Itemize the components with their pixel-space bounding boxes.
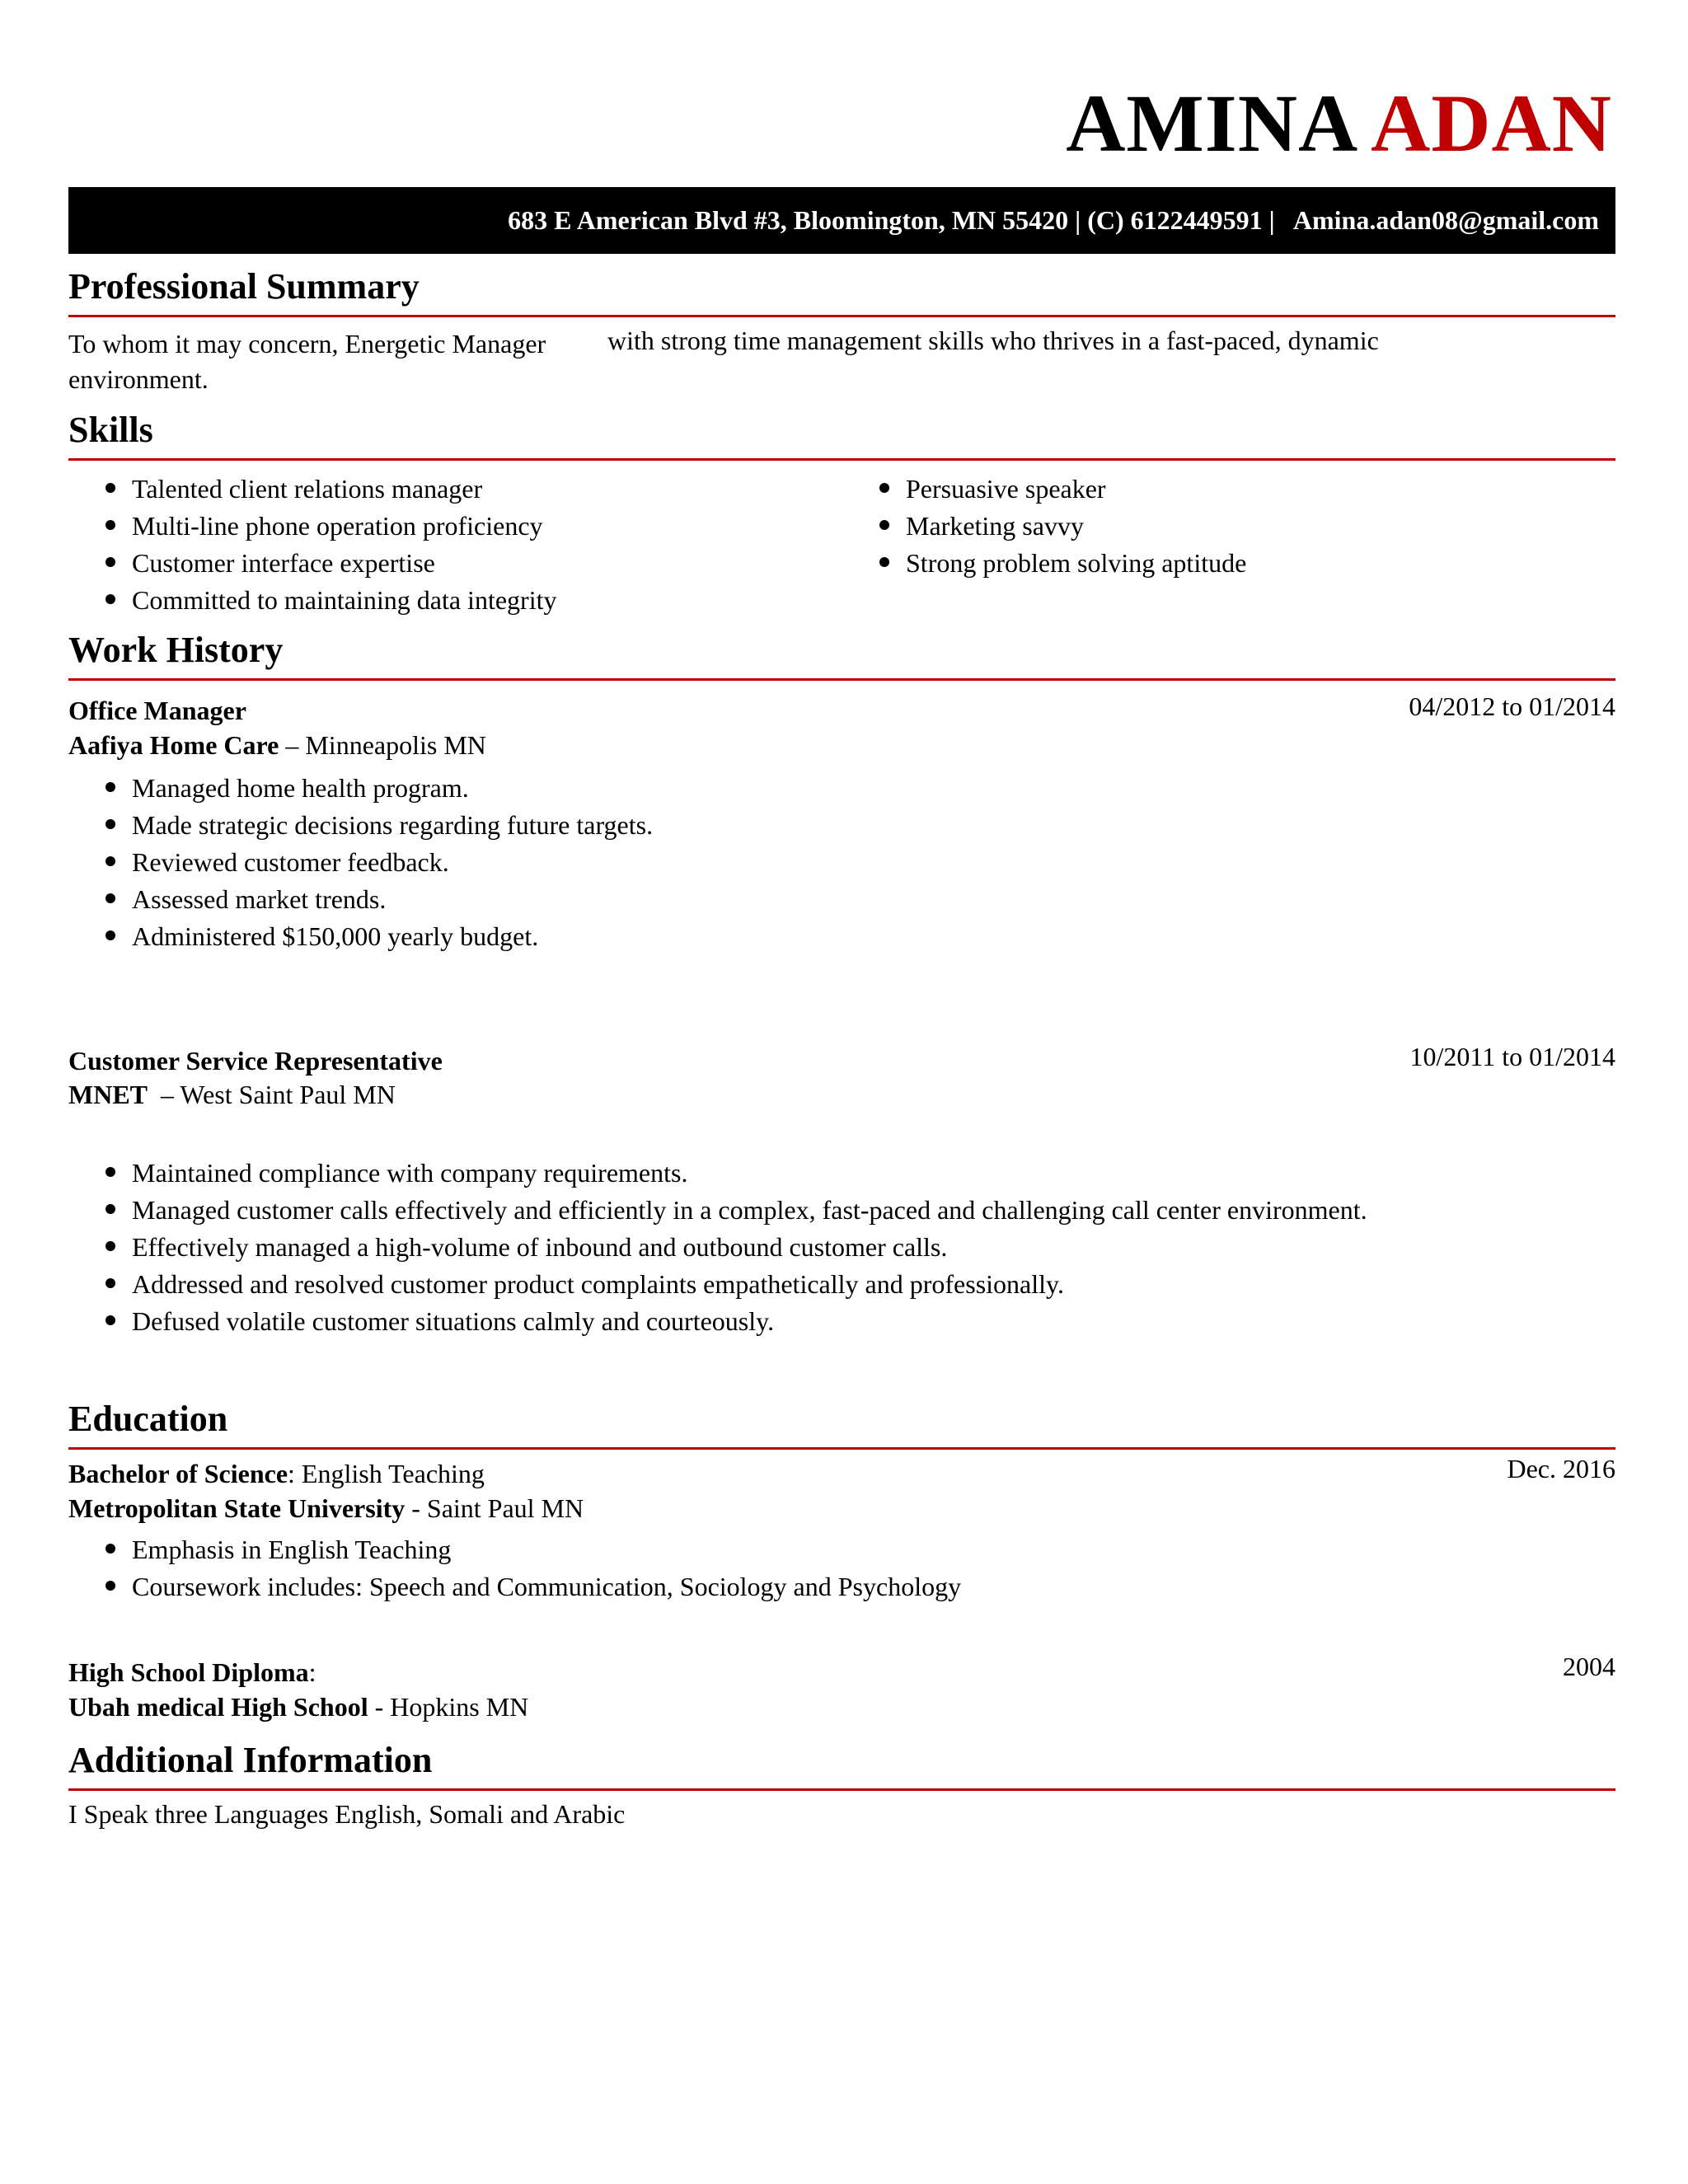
school-name: Ubah medical High School [68, 1692, 368, 1722]
section-title-skills: Skills [68, 412, 1615, 461]
school-location: - Hopkins MN [368, 1692, 529, 1722]
job-employer [68, 1076, 396, 1113]
summary-line-1b: with strong time management skills who thrives in a fast-paced, dynamic [607, 326, 1379, 355]
school-location: - Saint Paul MN [405, 1493, 584, 1523]
skill-item: Multi-line phone operation proficiency [68, 508, 556, 545]
education-bullet: Emphasis in English Teaching [68, 1531, 961, 1568]
job-bullet: Managed customer calls effectively and efficiently in a complex, fast-paced and challenging call center environment. [68, 1192, 1367, 1229]
skill-item: Persuasive speaker [842, 471, 1246, 508]
job-bullets [68, 1155, 1367, 1340]
job-dates: 10/2011 to 01/2014 [1409, 1042, 1615, 1071]
job-title: Customer Service Representative [68, 1046, 443, 1076]
degree-field: : English Teaching [288, 1459, 485, 1488]
skill-item: Committed to maintaining data integrity [68, 582, 556, 619]
job-bullet: Defused volatile customer situations calmly and courteously. [68, 1303, 1367, 1340]
degree-name: High School Diploma [68, 1657, 309, 1687]
degree-line [68, 1654, 316, 1691]
job-bullet: Managed home health program. [68, 770, 653, 807]
summary-line-1a: To whom it may concern, Energetic Manager [68, 329, 546, 359]
job-bullet: Made strategic decisions regarding future targets. [68, 807, 653, 844]
company-name: Aafiya Home Care [68, 730, 279, 760]
job-bullet: Assessed market trends. [68, 881, 653, 918]
education-bullet: Coursework includes: Speech and Communication, Sociology and Psychology [68, 1568, 961, 1605]
job-bullet: Reviewed customer feedback. [68, 844, 653, 881]
job-location: – Minneapolis MN [279, 730, 486, 760]
section-title-education: Education [68, 1401, 1615, 1450]
job-bullet: Administered $150,000 yearly budget. [68, 918, 653, 955]
section-title-summary: Professional Summary [68, 269, 1615, 317]
education-date: Dec. 2016 [1507, 1454, 1615, 1483]
skill-item: Customer interface expertise [68, 545, 556, 582]
last-name: ADAN [1371, 77, 1612, 169]
first-name: AMINA [1066, 77, 1354, 169]
skill-item: Marketing savvy [842, 508, 1246, 545]
degree-line [68, 1455, 485, 1493]
job-employer [68, 727, 486, 764]
additional-text: I Speak three Languages English, Somali and Arabic [68, 1799, 626, 1829]
summary-line-2: environment. [68, 364, 209, 394]
school-line [68, 1689, 528, 1726]
degree-field: : [308, 1657, 316, 1687]
job-location: – West Saint Paul MN [148, 1080, 396, 1109]
skill-item: Strong problem solving aptitude [842, 545, 1246, 582]
skills-list-left [68, 471, 556, 619]
job-bullet: Addressed and resolved customer product complaints empathetically and professionally. [68, 1266, 1367, 1303]
education-date: 2004 [1563, 1652, 1615, 1681]
job-bullet: Maintained compliance with company requirements. [68, 1155, 1367, 1192]
job-bullet: Effectively managed a high-volume of inbound and outbound customer calls. [68, 1229, 1367, 1266]
company-name: MNET [68, 1080, 148, 1109]
skills-list-right [842, 471, 1246, 582]
school-line [68, 1490, 584, 1527]
section-title-work: Work History [68, 632, 1615, 681]
job-bullets [68, 770, 653, 955]
school-name: Metropolitan State University [68, 1493, 406, 1523]
job-dates: 04/2012 to 01/2014 [1409, 691, 1615, 721]
contact-info: 683 E American Blvd #3, Bloomington, MN 55420 | (C) 6122449591 | Amina.adan08@gmail.com [508, 205, 1599, 235]
contact-bar [68, 187, 1615, 254]
candidate-name [1066, 77, 1612, 169]
degree-name: Bachelor of Science [68, 1459, 288, 1488]
section-title-additional: Additional Information [68, 1742, 1615, 1791]
job-title: Office Manager [68, 696, 246, 725]
education-bullets [68, 1531, 961, 1605]
skill-item: Talented client relations manager [68, 471, 556, 508]
